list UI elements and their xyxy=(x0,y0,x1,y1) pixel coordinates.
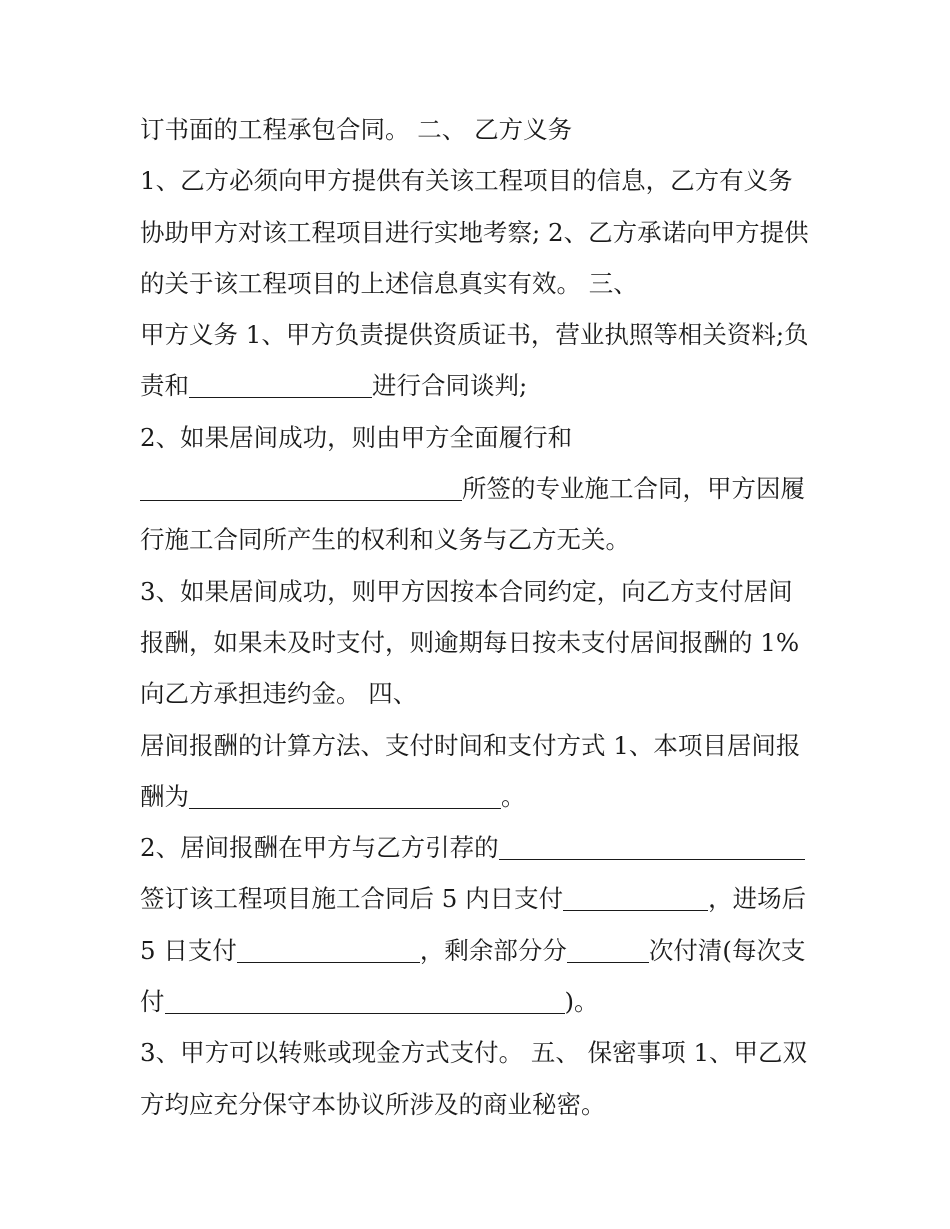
text-line: 2、居间报酬在甲方与乙方引荐的 xyxy=(140,822,820,873)
text-line: 行施工合同所产生的权利和义务与乙方无关。 xyxy=(140,525,630,555)
text-line: 向乙方承担违约金。 四、 xyxy=(140,679,418,709)
text-line: 2、如果居间成功，则由甲方全面履行和 xyxy=(140,422,573,452)
text-line: 付 )。 xyxy=(140,987,599,1017)
text-line: 的关于该工程项目的上述信息真实有效。 三、 xyxy=(140,268,638,298)
text-line: 酬为 。 xyxy=(140,781,526,811)
document-body xyxy=(140,104,820,1130)
text-line: 报酬，如果未及时支付，则逾期每日按未支付居间报酬的 1% xyxy=(140,627,800,657)
text-line: 所签的专业施工合同，甲方因履 xyxy=(140,463,820,514)
fill-in-blank xyxy=(140,476,462,501)
fill-in-blank xyxy=(189,784,501,809)
text-line: 5 日支付 ，剩余部分分 次付清(每次支 xyxy=(140,935,806,965)
fill-in-blank xyxy=(499,835,805,860)
text-line: 甲方义务 1、甲方负责提供资质证书，营业执照等相关资料;负 xyxy=(140,320,809,350)
text-line: 居间报酬的计算方法、支付时间和支付方式 1、本项目居间报 xyxy=(140,730,801,760)
fill-in-blank xyxy=(567,938,649,963)
text-line: 1、乙方必须向甲方提供有关该工程项目的信息，乙方有义务 xyxy=(140,166,793,196)
text-line: 3、甲方可以转账或现金方式支付。 五、 保密事项 1、甲乙双 xyxy=(140,1038,808,1068)
text-line: 责和 进行合同谈判; xyxy=(140,371,528,401)
text-line: 签订该工程项目施工合同后 5 内日支付 ，进场后 xyxy=(140,884,807,914)
fill-in-blank xyxy=(165,989,565,1014)
text-line: 协助甲方对该工程项目进行实地考察; 2、乙方承诺向甲方提供 xyxy=(140,217,809,247)
text-line: 3、如果居间成功，则甲方因按本合同约定，向乙方支付居间 xyxy=(140,576,793,606)
fill-in-blank xyxy=(563,886,708,911)
text-line: 订书面的工程承包合同。 二、 乙方义务 xyxy=(140,115,573,144)
fill-in-blank xyxy=(189,373,372,398)
text-line: 方均应充分保守本协议所涉及的商业秘密。 xyxy=(140,1089,606,1119)
fill-in-blank xyxy=(237,938,420,963)
